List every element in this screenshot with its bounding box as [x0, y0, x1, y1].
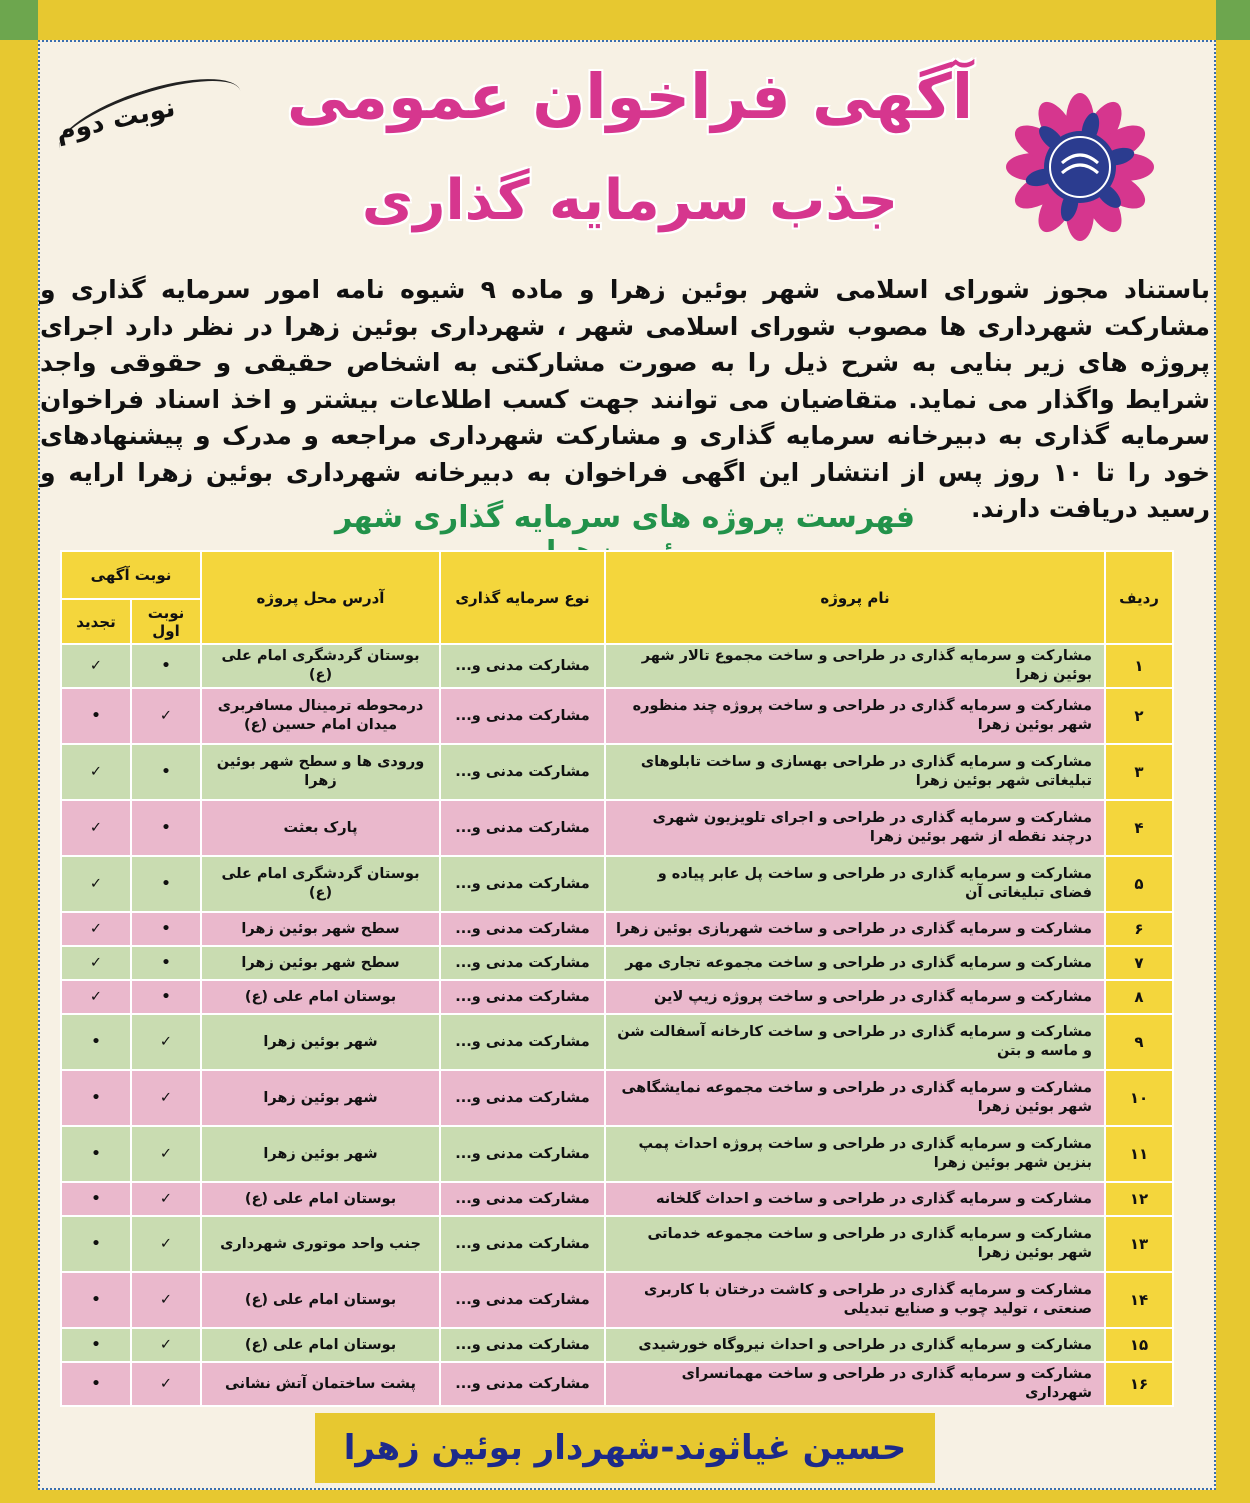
first-turn-cell: •	[131, 800, 201, 856]
intro-paragraph: باستناد مجوز شورای اسلامی شهر بوئین زهرا و ماده ۹ شیوه نامه امور سرمایه گذاری و مشارکت شهرداری ها مصوب شورای اسلامی شهر ، شهرداری بوئین زهرا در نظر دارد اجرای پروژه های زیر بنایی به شرح ذیل را به صورت مشارکتی به اشخاص حقیقی و حقوقی واجد شرایط واگذار می نماید. متقاضیان می توانند جهت کسب اطلاعات بیشتر و اخذ اسناد فراخوان سرمایه گذاری به دبیرخانه سرمایه گذاری و مشارکت شهرداری مراجعه و مدرک و پیشنهادهای خود را تا ۱۰ روز پس از انتشار این اگهی فراخوان به دبیرخانه شهرداری بوئین زهرا ارایه و رسید دریافت دارند.	[40, 275, 1210, 523]
row-number-cell: ۱۲	[1105, 1182, 1173, 1216]
first-turn-cell: ✓	[131, 688, 201, 744]
project-name-cell: مشارکت و سرمایه گذاری در طراحی و ساخت پروژه چند منظوره شهر بوئین زهرا	[605, 688, 1105, 744]
projects-table	[60, 550, 1174, 1407]
renewal-cell: •	[61, 688, 131, 744]
first-turn-cell: ✓	[131, 1070, 201, 1126]
row-number-cell: ۱	[1105, 644, 1173, 688]
table-row	[61, 1362, 1173, 1406]
project-address-cell: ورودی ها و سطح شهر بوئین زهرا	[201, 744, 440, 800]
first-turn-cell: •	[131, 980, 201, 1014]
investment-type-cell: مشارکت مدنی و...	[440, 1070, 605, 1126]
table-row	[61, 912, 1173, 946]
header-first-turn: نوبت اول	[131, 599, 201, 644]
first-turn-cell: ✓	[131, 1328, 201, 1362]
table-row	[61, 980, 1173, 1014]
frame-corner-top-left	[0, 0, 38, 40]
row-number-cell: ۵	[1105, 856, 1173, 912]
project-address-cell: بوستان گردشگری امام علی (ع)	[201, 856, 440, 912]
row-number-cell: ۴	[1105, 800, 1173, 856]
table-row	[61, 856, 1173, 912]
header-project-address: آدرس محل پروژه	[201, 551, 440, 644]
first-turn-cell: •	[131, 644, 201, 688]
project-address-cell: شهر بوئین زهرا	[201, 1126, 440, 1182]
renewal-cell: ✓	[61, 856, 131, 912]
renewal-cell: ✓	[61, 800, 131, 856]
row-number-cell: ۱۱	[1105, 1126, 1173, 1182]
table-row	[61, 1328, 1173, 1362]
first-turn-cell: •	[131, 744, 201, 800]
header-notice-turn: نوبت آگهی	[61, 551, 201, 599]
project-name-cell: مشارکت و سرمایه گذاری در طراحی و ساخت مهمانسرای شهرداری	[605, 1362, 1105, 1406]
table-row	[61, 688, 1173, 744]
table-row	[61, 800, 1173, 856]
project-address-cell: سطح شهر بوئین زهرا	[201, 946, 440, 980]
table-row	[61, 1014, 1173, 1070]
renewal-cell: •	[61, 1328, 131, 1362]
investment-type-cell: مشارکت مدنی و...	[440, 1182, 605, 1216]
row-number-cell: ۲	[1105, 688, 1173, 744]
row-number-cell: ۷	[1105, 946, 1173, 980]
investment-type-cell: مشارکت مدنی و...	[440, 946, 605, 980]
renewal-cell: ✓	[61, 980, 131, 1014]
renewal-cell: ✓	[61, 946, 131, 980]
project-name-cell: مشارکت و سرمایه گذاری در طراحی و ساخت مجموعه نمایشگاهی شهر بوئین زهرا	[605, 1070, 1105, 1126]
project-address-cell: پارک بعثت	[201, 800, 440, 856]
investment-type-cell: مشارکت مدنی و...	[440, 1126, 605, 1182]
table-row	[61, 1272, 1173, 1328]
header-project-name: نام پروژه	[605, 551, 1105, 644]
renewal-cell: ✓	[61, 644, 131, 688]
project-name-cell: مشارکت و سرمایه گذاری در طراحی و ساخت پروژه زیپ لاین	[605, 980, 1105, 1014]
project-name-cell: مشارکت و سرمایه گذاری در طراحی و ساخت مجموعه خدماتی شهر بوئین زهرا	[605, 1216, 1105, 1272]
project-address-cell: شهر بوئین زهرا	[201, 1014, 440, 1070]
header-renewal: تجدید	[61, 599, 131, 644]
investment-type-cell: مشارکت مدنی و...	[440, 856, 605, 912]
table-row	[61, 1126, 1173, 1182]
page-title: آگهی فراخوان عمومی	[286, 60, 974, 133]
renewal-cell: •	[61, 1126, 131, 1182]
first-turn-cell: ✓	[131, 1216, 201, 1272]
row-number-cell: ۹	[1105, 1014, 1173, 1070]
table-row	[61, 1182, 1173, 1216]
project-address-cell: درمحوطه ترمینال مسافربری میدان امام حسین (ع)	[201, 688, 440, 744]
row-number-cell: ۱۵	[1105, 1328, 1173, 1362]
table-row	[61, 744, 1173, 800]
project-address-cell: جنب واحد موتوری شهرداری	[201, 1216, 440, 1272]
renewal-cell: ✓	[61, 912, 131, 946]
project-address-cell: بوستان امام علی (ع)	[201, 1328, 440, 1362]
first-turn-cell: •	[131, 856, 201, 912]
first-turn-cell: ✓	[131, 1362, 201, 1406]
renewal-cell: •	[61, 1014, 131, 1070]
project-name-cell: مشارکت و سرمایه گذاری در طراحی و ساخت پروژه احداث پمپ بنزین شهر بوئین زهرا	[605, 1126, 1105, 1182]
renewal-cell: •	[61, 1182, 131, 1216]
signature-footer: حسین غیاثوند-شهردار بوئین زهرا	[315, 1413, 935, 1483]
row-number-cell: ۱۶	[1105, 1362, 1173, 1406]
first-turn-cell: •	[131, 912, 201, 946]
investment-type-cell: مشارکت مدنی و...	[440, 800, 605, 856]
investment-type-cell: مشارکت مدنی و...	[440, 1362, 605, 1406]
investment-type-cell: مشارکت مدنی و...	[440, 1328, 605, 1362]
renewal-cell: •	[61, 1272, 131, 1328]
table-row	[61, 644, 1173, 688]
renewal-cell: •	[61, 1362, 131, 1406]
project-address-cell: پشت ساختمان آتش نشانی	[201, 1362, 440, 1406]
row-number-cell: ۶	[1105, 912, 1173, 946]
investment-type-cell: مشارکت مدنی و...	[440, 1272, 605, 1328]
table-row	[61, 946, 1173, 980]
page-subtitle: جذب سرمایه گذاری	[361, 168, 899, 233]
first-turn-cell: ✓	[131, 1014, 201, 1070]
investment-type-cell: مشارکت مدنی و...	[440, 980, 605, 1014]
row-number-cell: ۳	[1105, 744, 1173, 800]
row-number-cell: ۱۴	[1105, 1272, 1173, 1328]
frame-corner-top-right	[1216, 0, 1250, 40]
turn-note: نوبت دوم	[53, 92, 178, 148]
header-investment-type: نوع سرمایه گذاری	[440, 551, 605, 644]
project-name-cell: مشارکت و سرمایه گذاری در طراحی و ساخت مجموعه تجاری مهر	[605, 946, 1105, 980]
project-name-cell: مشارکت و سرمایه گذاری در طراحی و ساخت و احداث گلخانه	[605, 1182, 1105, 1216]
header-row-number: ردیف	[1105, 551, 1173, 644]
investment-type-cell: مشارکت مدنی و...	[440, 1216, 605, 1272]
project-address-cell: بوستان امام علی (ع)	[201, 1272, 440, 1328]
renewal-cell: •	[61, 1216, 131, 1272]
first-turn-cell: ✓	[131, 1272, 201, 1328]
first-turn-cell: ✓	[131, 1126, 201, 1182]
investment-type-cell: مشارکت مدنی و...	[440, 1014, 605, 1070]
investment-type-cell: مشارکت مدنی و...	[440, 744, 605, 800]
project-name-cell: مشارکت و سرمایه گذاری در طراحی و اجرای تلویزیون شهری درچند نقطه از شهر بوئین زهرا	[605, 800, 1105, 856]
row-number-cell: ۱۳	[1105, 1216, 1173, 1272]
project-address-cell: بوستان گردشگری امام علی (ع)	[201, 644, 440, 688]
project-name-cell: مشارکت و سرمایه گذاری در طراحی و ساخت پل عابر پیاده و فضای تبلیغاتی آن	[605, 856, 1105, 912]
renewal-cell: ✓	[61, 744, 131, 800]
first-turn-cell: •	[131, 946, 201, 980]
project-address-cell: بوستان امام علی (ع)	[201, 1182, 440, 1216]
project-address-cell: سطح شهر بوئین زهرا	[201, 912, 440, 946]
first-turn-cell: ✓	[131, 1182, 201, 1216]
project-name-cell: مشارکت و سرمایه گذاری در طراحی و احداث نیروگاه خورشیدی	[605, 1328, 1105, 1362]
project-address-cell: شهر بوئین زهرا	[201, 1070, 440, 1126]
investment-type-cell: مشارکت مدنی و...	[440, 644, 605, 688]
renewal-cell: •	[61, 1070, 131, 1126]
project-address-cell: بوستان امام علی (ع)	[201, 980, 440, 1014]
project-name-cell: مشارکت و سرمایه گذاری در طراحی و ساخت مجموع تالار شهر بوئین زهرا	[605, 644, 1105, 688]
table-row	[61, 1216, 1173, 1272]
project-name-cell: مشارکت و سرمایه گذاری در طراحی و ساخت کارخانه آسفالت شن و ماسه و بتن	[605, 1014, 1105, 1070]
row-number-cell: ۱۰	[1105, 1070, 1173, 1126]
municipality-logo-icon	[1005, 92, 1155, 242]
project-name-cell: مشارکت و سرمایه گذاری در طراحی و کاشت درختان با کاربری صنعتی ، تولید چوب و صنایع تبدیلی	[605, 1272, 1105, 1328]
project-name-cell: مشارکت و سرمایه گذاری در طراحی بهسازی و ساخت تابلوهای تبلیغاتی شهر بوئین زهرا	[605, 744, 1105, 800]
project-name-cell: مشارکت و سرمایه گذاری در طراحی و ساخت شهربازی بوئین زهرا	[605, 912, 1105, 946]
investment-type-cell: مشارکت مدنی و...	[440, 688, 605, 744]
table-row	[61, 1070, 1173, 1126]
investment-type-cell: مشارکت مدنی و...	[440, 912, 605, 946]
project-list-title: فهرست پروژه های سرمایه گذاری شهر	[335, 500, 915, 535]
row-number-cell: ۸	[1105, 980, 1173, 1014]
